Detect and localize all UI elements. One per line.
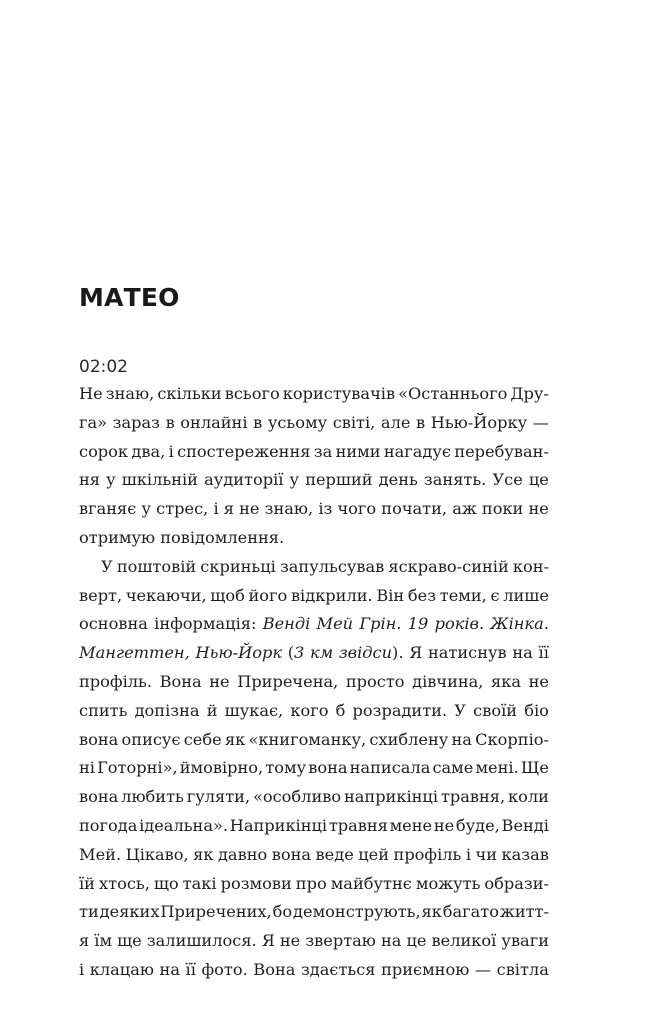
word: чи <box>475 844 498 864</box>
word: Дру- <box>510 384 549 403</box>
word: Венді <box>501 815 549 835</box>
word: про <box>295 873 327 893</box>
word: «Останнього <box>398 384 508 403</box>
word: гуляти, <box>186 787 251 807</box>
word: тому <box>265 758 307 778</box>
word: чекаючи, <box>125 585 207 605</box>
word: її <box>538 643 549 663</box>
word: світі, <box>332 412 376 432</box>
word: скільки <box>157 384 222 403</box>
word: Нью-Йорку <box>430 412 528 432</box>
word: як <box>224 729 246 749</box>
word: світла <box>496 959 549 979</box>
word: і <box>79 959 85 979</box>
word: нагадує <box>383 441 451 461</box>
word: як <box>421 902 442 922</box>
word: вона <box>79 729 119 749</box>
word: скриньці <box>200 556 276 576</box>
word: ідеальна». <box>139 815 229 835</box>
word: хтось, <box>98 873 150 893</box>
word: можуть <box>415 873 481 893</box>
word: верт, <box>79 585 123 605</box>
word: профіль. <box>79 671 152 691</box>
word: погода <box>79 815 138 835</box>
body-text <box>79 380 549 985</box>
word: цей <box>358 844 390 864</box>
word: травня <box>328 815 388 835</box>
word: Готорні», <box>97 758 178 778</box>
word: лише <box>503 585 549 605</box>
word: Цікаво, <box>125 844 189 864</box>
word: усьому <box>267 412 328 432</box>
word: майбутнє <box>330 873 412 893</box>
word: є <box>490 585 500 605</box>
word: перший <box>305 470 373 490</box>
word: км <box>310 643 334 663</box>
word: основна <box>79 614 148 634</box>
word: ще <box>117 931 142 951</box>
word: отримую <box>79 527 156 547</box>
text-line <box>79 812 549 841</box>
word: ти <box>79 902 99 922</box>
text-line <box>79 409 549 438</box>
text-line <box>79 697 549 726</box>
text-line <box>79 956 549 985</box>
word: без <box>407 585 437 605</box>
word: аудиторії <box>204 470 284 490</box>
word: казав <box>501 844 549 864</box>
word: Вона <box>253 959 296 979</box>
word: своїй <box>473 700 518 720</box>
word: ймовірно, <box>179 758 264 778</box>
word: на <box>451 729 472 749</box>
word: уваги <box>501 931 549 951</box>
word: кон- <box>512 556 549 576</box>
word: розрадити. <box>352 700 448 720</box>
word: Усе <box>492 470 523 490</box>
text-line <box>79 668 549 697</box>
word: онлайні <box>180 412 248 432</box>
word: років. <box>434 614 485 634</box>
word: себе <box>183 729 222 749</box>
text-line <box>79 783 549 812</box>
word: повідомлення. <box>160 527 285 547</box>
word: коли <box>507 787 549 807</box>
word: травня, <box>440 787 506 807</box>
word: ня <box>79 470 101 490</box>
word: Він <box>376 585 405 605</box>
word: на <box>380 931 402 951</box>
word: залишилося. <box>146 931 257 951</box>
word: Наприкінці <box>229 815 328 835</box>
word: наприкінці <box>343 787 439 807</box>
word: не <box>433 815 455 835</box>
text-line <box>79 495 549 524</box>
word: Мей <box>316 614 354 634</box>
chapter-title: МАТЕО <box>79 283 180 312</box>
word: стрес, <box>156 499 209 519</box>
word: перебуван- <box>454 441 549 461</box>
word: Не <box>79 384 103 403</box>
word: і <box>465 844 472 864</box>
word: не <box>239 499 260 519</box>
word: образи- <box>484 873 549 893</box>
text-line <box>79 726 549 755</box>
word: й <box>206 700 218 720</box>
word: звідси). <box>338 643 404 663</box>
word: профіль <box>393 844 462 864</box>
word: два, <box>131 441 166 461</box>
word: це <box>406 931 427 951</box>
word: Приречених, <box>160 902 272 922</box>
word: мені. <box>475 758 519 778</box>
word: демонструють, <box>293 902 421 922</box>
text-line <box>79 466 549 495</box>
word: його <box>248 585 288 605</box>
word: га» <box>79 412 108 432</box>
chapter-time: 02:02 <box>79 357 128 377</box>
word: і <box>213 499 219 519</box>
word: із <box>318 499 333 519</box>
word: схиблену <box>369 729 449 749</box>
word: Я <box>409 643 423 663</box>
word: Скорпіо- <box>475 729 549 749</box>
word: Вона <box>159 671 202 691</box>
word: користувачів <box>282 384 396 403</box>
word: вона <box>308 758 348 778</box>
word: відкрили. <box>290 585 373 605</box>
word: — <box>474 959 492 979</box>
word: не <box>209 671 230 691</box>
word: багато <box>442 902 500 922</box>
text-line <box>79 553 549 582</box>
word: Нью-Йорк <box>195 643 282 663</box>
word: як <box>193 844 214 864</box>
word: спить <box>79 700 128 720</box>
word: веде <box>315 844 354 864</box>
word: бо <box>272 902 293 922</box>
word: Жінка. <box>490 614 549 634</box>
word: мене <box>389 815 433 835</box>
word: день <box>378 470 418 490</box>
word: «особливо <box>252 787 342 807</box>
word: поштовій <box>116 556 197 576</box>
word: в <box>165 412 175 432</box>
text-line <box>79 380 549 409</box>
word: їм <box>94 931 113 951</box>
word: аж <box>452 499 477 519</box>
word: занять. <box>423 470 487 490</box>
word: Мангеттен, <box>79 643 190 663</box>
word: — <box>532 412 549 432</box>
word: фото. <box>201 959 248 979</box>
word: теми, <box>439 585 487 605</box>
word: інформація: <box>154 614 257 634</box>
word: житт- <box>499 902 549 922</box>
word: в <box>416 412 426 432</box>
word: знаю, <box>105 384 155 403</box>
text-line <box>79 927 549 956</box>
word: б <box>335 700 346 720</box>
word: чого <box>337 499 377 519</box>
word: шукає, <box>224 700 284 720</box>
word: в <box>253 412 263 432</box>
word: що <box>153 873 179 893</box>
word: кого <box>290 700 329 720</box>
word: просто <box>345 671 405 691</box>
word: клацаю <box>89 959 154 979</box>
word: не <box>528 499 549 519</box>
word: щоб <box>210 585 245 605</box>
text-line <box>79 870 549 899</box>
text-line <box>79 524 549 553</box>
word: великої <box>431 931 497 951</box>
word: буде, <box>455 815 500 835</box>
word: її <box>185 959 196 979</box>
word: шкільній <box>121 470 198 490</box>
word: біо <box>524 700 549 720</box>
word: Мей. <box>79 844 122 864</box>
word: знаю, <box>264 499 314 519</box>
text-line <box>79 898 549 927</box>
word: на <box>159 959 180 979</box>
word: звертаю <box>305 931 376 951</box>
word: поки <box>481 499 524 519</box>
text-line <box>79 438 549 467</box>
word: 19 <box>407 614 429 634</box>
word: любить <box>121 787 184 807</box>
word: зараз <box>112 412 160 432</box>
word: приємною <box>381 959 470 979</box>
word: Я <box>261 931 275 951</box>
word: я <box>223 499 234 519</box>
word: здається <box>300 959 376 979</box>
word: не <box>528 671 549 691</box>
word: за <box>313 441 333 461</box>
word: спостереження <box>177 441 311 461</box>
word: яскраво-синій <box>388 556 509 576</box>
word: написала <box>349 758 431 778</box>
word: всього <box>224 384 280 403</box>
text-line <box>79 610 549 639</box>
word: це <box>528 470 549 490</box>
word: вона <box>271 844 312 864</box>
word: яка <box>491 671 522 691</box>
word: але <box>380 412 411 432</box>
text-line <box>79 582 549 611</box>
word: (3 <box>287 643 305 663</box>
word: У <box>101 556 113 576</box>
word: я <box>79 931 90 951</box>
word: почати, <box>381 499 448 519</box>
text-line <box>79 754 549 783</box>
word: такі <box>182 873 217 893</box>
word: і <box>168 441 174 461</box>
word: Венді <box>262 614 311 634</box>
word: допізна <box>134 700 200 720</box>
word: вона <box>79 787 119 807</box>
word: їй <box>79 873 95 893</box>
text-line <box>79 841 549 870</box>
word: описує <box>121 729 181 749</box>
word: вганяє <box>79 499 137 519</box>
word: дівчина, <box>412 671 484 691</box>
word: деяких <box>99 902 160 922</box>
text-line <box>79 639 549 668</box>
word: давно <box>217 844 268 864</box>
word: Ще <box>520 758 549 778</box>
word: саме <box>432 758 474 778</box>
word: сорок <box>79 441 129 461</box>
word: ні <box>79 758 95 778</box>
word: У <box>454 700 466 720</box>
word: ними <box>335 441 381 461</box>
word: натиснув <box>427 643 507 663</box>
word: запульсував <box>279 556 385 576</box>
word: на <box>512 643 533 663</box>
word: «книгоманку, <box>248 729 367 749</box>
word: Грін. <box>359 614 402 634</box>
word: Приречена, <box>237 671 339 691</box>
word: не <box>279 931 301 951</box>
word: у <box>141 499 151 519</box>
word: у <box>289 470 300 490</box>
word: розмови <box>220 873 292 893</box>
word: у <box>106 470 116 490</box>
